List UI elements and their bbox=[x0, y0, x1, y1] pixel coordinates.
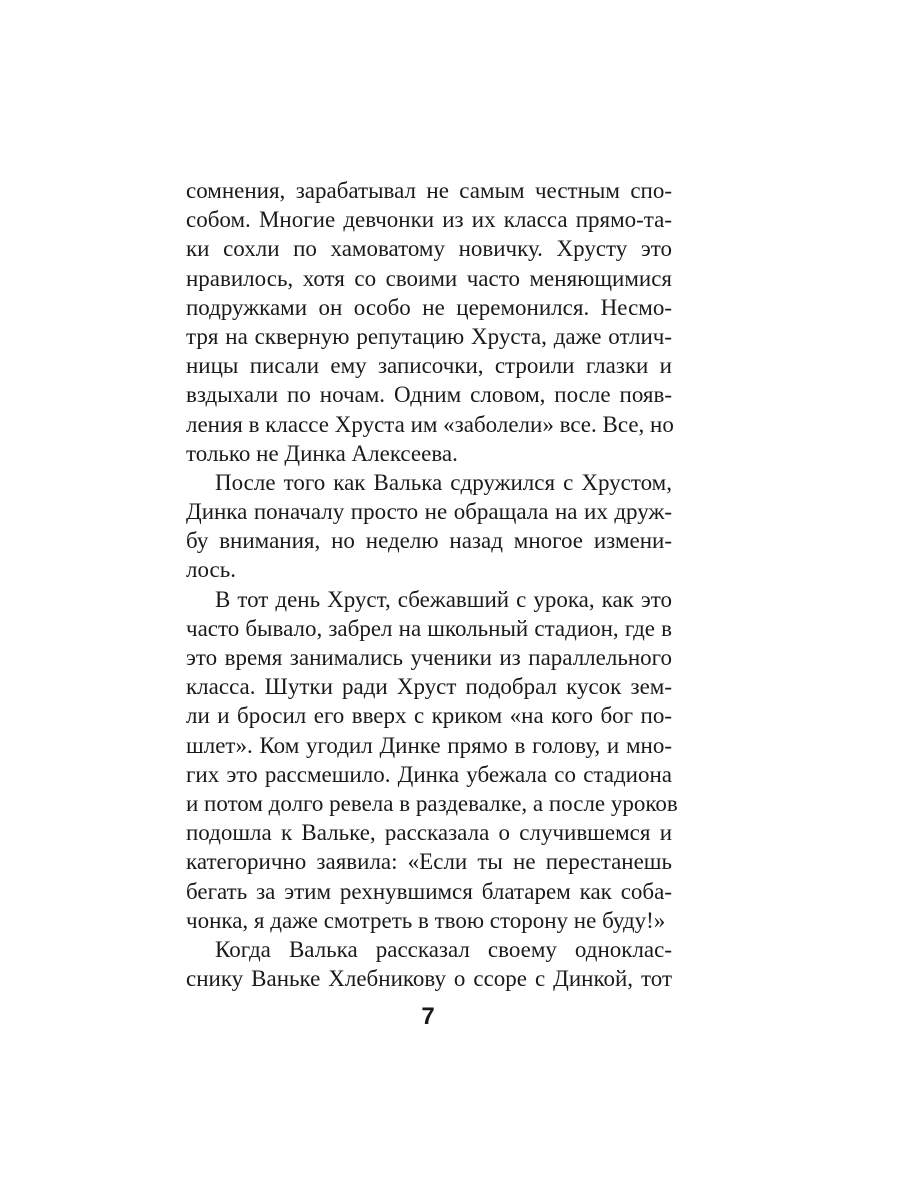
text-line: часто бывало, забрел на школьный стадион, где в bbox=[186, 615, 672, 641]
text-line: Динка поначалу просто не обращала на их друж- bbox=[186, 499, 672, 525]
page-number: 7 bbox=[421, 1003, 435, 1030]
text-line: тря на скверную репутацию Хруста, даже отлич- bbox=[186, 323, 672, 349]
text-line: и потом долго ревела в раздевалке, а после уроков bbox=[186, 790, 678, 816]
text-line: лось. bbox=[186, 557, 236, 583]
text-line: класса. Шутки ради Хруст подобрал кусок зем- bbox=[186, 674, 672, 700]
body-text bbox=[186, 176, 678, 993]
text-line: только не Динка Алексеева. bbox=[186, 440, 458, 466]
text-line: шлет». Ком угодил Динке прямо в голову, и мно- bbox=[186, 732, 672, 758]
text-line: гих это рассмешило. Динка убежала со стадиона bbox=[186, 761, 672, 787]
text-line: чонка, я даже смотреть в твою сторону не буду!» bbox=[186, 907, 666, 933]
text-line: сомнения, зарабатывал не самым честным спо- bbox=[186, 178, 672, 203]
text-line: ления в классе Хруста им «заболели» все. Все, но bbox=[186, 411, 674, 437]
text-line: После того как Валька сдружился с Хрустом, bbox=[215, 469, 672, 495]
text-line: это время занимались ученики из параллельного bbox=[186, 645, 672, 670]
text-line: подружками он особо не церемонился. Несмо- bbox=[186, 294, 672, 320]
text-line: Когда Валька рассказал своему одноклас- bbox=[215, 936, 672, 962]
text-line: ки сохли по хамоватому новичку. Хрусту это bbox=[186, 236, 672, 262]
text-line: бу внимания, но неделю назад многое измени- bbox=[186, 528, 672, 554]
text-line: В тот день Хруст, сбежавший с урока, как это bbox=[215, 586, 672, 612]
text-line: собом. Многие девчонки из их класса прямо-та- bbox=[186, 207, 672, 233]
text-line: бегать за этим рехнувшимся блатарем как соба- bbox=[186, 878, 672, 904]
text-line: снику Ваньке Хлебникову о ссоре с Динкой, тот bbox=[186, 966, 672, 992]
text-line: категорично заявила: «Если ты не перестанешь bbox=[186, 849, 672, 875]
text-line: подошла к Вальке, рассказала о случившемся и bbox=[186, 820, 672, 846]
text-line: ницы писали ему записочки, строили глазки и bbox=[186, 353, 672, 379]
text-line: нравилось, хотя со своими часто меняющимися bbox=[186, 265, 672, 291]
text-line: ли и бросил его вверх с криком «на кого бог по- bbox=[186, 703, 672, 729]
text-line: вздыхали по ночам. Одним словом, после появ- bbox=[186, 382, 672, 408]
